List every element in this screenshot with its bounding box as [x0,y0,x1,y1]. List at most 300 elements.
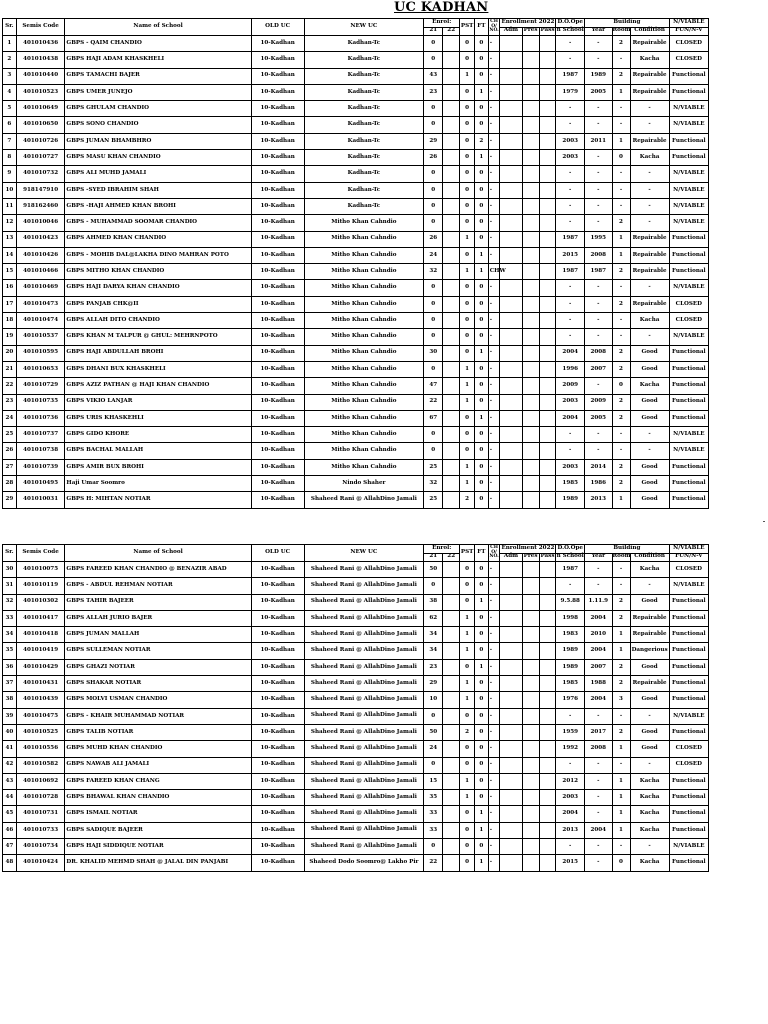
cell-doope: 1987 [556,68,585,84]
cell-room: - [612,578,630,594]
cell-pres [522,313,539,329]
cell-ch: - [488,247,500,263]
cell-pst: 0 [460,708,475,724]
cell-status: Functional [669,659,708,675]
table-body [3,36,709,509]
cell-condition: Kacha [630,773,669,789]
cell-adm [500,659,522,675]
cell-adm [500,443,522,459]
cell-year: 2004 [585,643,613,659]
cell-pst: 0 [460,296,475,312]
cell-old-uc: 10-Kadhan [251,476,304,492]
cell-doope: - [556,443,585,459]
cell-year: - [585,166,613,182]
cell-status: Functional [669,610,708,626]
cell-enrol-21: 0 [424,52,443,68]
cell-year: 2010 [585,627,613,643]
header-enrol: Enrol: [424,19,460,28]
cell-pass [539,562,556,578]
cell-ft: 1 [474,855,488,871]
cell-condition: Good [630,741,669,757]
cell-ft: 0 [474,724,488,740]
cell-enrol-22 [443,133,460,149]
cell-year: - [585,313,613,329]
cell-old-uc: 10-Kadhan [251,594,304,610]
cell-status: Functional [669,724,708,740]
cell-status: Functional [669,378,708,394]
header-old-uc: OLD UC [251,545,304,562]
cell-ft: 1 [474,659,488,675]
cell-ft: 0 [474,36,488,52]
cell-status: Functional [669,476,708,492]
cell-ft: 0 [474,562,488,578]
table-row [3,182,709,198]
cell-doope: - [556,36,585,52]
cell-pass [539,594,556,610]
cell-ch: - [488,215,500,231]
cell-enrol-22 [443,231,460,247]
cell-status: Functional [669,84,708,100]
cell-sr: 11 [3,198,17,214]
cell-year: - [585,150,613,166]
cell-status: Functional [669,133,708,149]
table-row [3,492,709,508]
cell-ch: CHW [488,264,500,280]
cell-room: - [612,117,630,133]
cell-old-uc: 10-Kadhan [251,757,304,773]
cell-year: 2009 [585,394,613,410]
cell-enrol-21: 0 [424,708,443,724]
cell-room: - [612,52,630,68]
cell-enrol-21: 0 [424,198,443,214]
cell-enrol-22 [443,659,460,675]
cell-doope: 2003 [556,394,585,410]
cell-enrol-21: 10 [424,692,443,708]
cell-condition: - [630,198,669,214]
cell-room: - [612,427,630,443]
cell-doope: - [556,52,585,68]
cell-pres [522,627,539,643]
cell-old-uc: 10-Kadhan [251,427,304,443]
cell-condition: - [630,101,669,117]
cell-new-uc: Shaheed Rani @ AllahDino Jamali [304,659,424,675]
cell-room: 0 [612,855,630,871]
cell-old-uc: 10-Kadhan [251,627,304,643]
cell-enrol-21: 15 [424,773,443,789]
cell-condition: Good [630,594,669,610]
cell-semis-code: 401010046 [16,215,65,231]
cell-old-uc: 10-Kadhan [251,264,304,280]
cell-old-uc: 10-Kadhan [251,643,304,659]
cell-sr: 17 [3,296,17,312]
cell-year: 1995 [585,231,613,247]
cell-enrol-21: 0 [424,117,443,133]
cell-new-uc: Shaheed Rani @ AllahDino Jamali [304,773,424,789]
cell-doope: - [556,296,585,312]
cell-status: N/VIABLE [669,708,708,724]
cell-ft: 0 [474,280,488,296]
cell-sr: 4 [3,84,17,100]
cell-sr: 47 [3,839,17,855]
cell-ch: - [488,741,500,757]
cell-pst: 1 [460,610,475,626]
header-nviable: N/VIABLE [669,19,708,28]
cell-adm [500,724,522,740]
cell-semis-code: 401010727 [16,150,65,166]
cell-pres [522,741,539,757]
cell-adm [500,773,522,789]
cell-adm [500,643,522,659]
cell-pass [539,166,556,182]
cell-ft: 0 [474,492,488,508]
cell-status: N/VIABLE [669,198,708,214]
header-doope: D.O.Ope [556,545,585,554]
cell-ft: 1 [474,594,488,610]
cell-pass [539,659,556,675]
cell-enrol-21: 0 [424,329,443,345]
cell-adm [500,378,522,394]
cell-old-uc: 10-Kadhan [251,117,304,133]
cell-ch: - [488,361,500,377]
cell-school-name: GBPS BHAWAL KHAN CHANDIO [65,790,251,806]
cell-pass [539,68,556,84]
header-new-uc: NEW UC [304,19,424,36]
header-old-uc: OLD UC [251,19,304,36]
cell-semis-code: 401010418 [16,627,65,643]
cell-condition: - [630,166,669,182]
cell-enrol-21: 0 [424,280,443,296]
cell-ft: 0 [474,839,488,855]
cell-ch: - [488,313,500,329]
cell-enrol-22 [443,578,460,594]
header-enrol-21: 21 [424,27,443,36]
cell-semis-code: 401010737 [16,427,65,443]
cell-pres [522,839,539,855]
cell-old-uc: 10-Kadhan [251,101,304,117]
cell-semis-code: 401010738 [16,443,65,459]
cell-pst: 1 [460,68,475,84]
cell-year: - [585,52,613,68]
cell-doope: - [556,198,585,214]
cell-ft: 1 [474,822,488,838]
cell-status: CLOSED [669,313,708,329]
cell-sr: 40 [3,724,17,740]
table-row [3,773,709,789]
cell-semis-code: 401010728 [16,790,65,806]
cell-sr: 27 [3,459,17,475]
cell-condition: - [630,839,669,855]
table-row [3,578,709,594]
cell-status: Functional [669,410,708,426]
cell-condition: Repairable [630,133,669,149]
cell-semis-code: 401010525 [16,724,65,740]
cell-year: 1986 [585,476,613,492]
header-room: Room [612,27,630,36]
cell-old-uc: 10-Kadhan [251,443,304,459]
cell-pass [539,839,556,855]
cell-ft: 1 [474,150,488,166]
cell-school-name: GBPS ALLAH DITO CHANDIO [65,313,251,329]
cell-doope: 9.5.88 [556,594,585,610]
cell-pst: 0 [460,101,475,117]
cell-adm [500,231,522,247]
cell-school-name: GBPS SULLEMAN NOTIAR [65,643,251,659]
cell-doope: - [556,166,585,182]
cell-new-uc: Kadhan-Tc [304,36,424,52]
cell-old-uc: 10-Kadhan [251,166,304,182]
cell-condition: Good [630,394,669,410]
cell-pres [522,231,539,247]
cell-ch: - [488,822,500,838]
cell-condition: - [630,280,669,296]
cell-ch: - [488,198,500,214]
cell-pass [539,676,556,692]
cell-ft: 0 [474,773,488,789]
cell-school-name: GBPS TAHIR BAJEER [65,594,251,610]
cell-semis-code: 918162460 [16,198,65,214]
cell-pst: 0 [460,757,475,773]
cell-ft: 0 [474,68,488,84]
cell-status: N/VIABLE [669,839,708,855]
cell-condition: - [630,182,669,198]
cell-old-uc: 10-Kadhan [251,133,304,149]
cell-pass [539,627,556,643]
cell-sr: 18 [3,313,17,329]
header-sr: Sr. [3,545,17,562]
cell-enrol-21: 50 [424,562,443,578]
cell-school-name: GBPS TAMACHI BAJER [65,68,251,84]
cell-pres [522,773,539,789]
cell-new-uc: Mitho Khan Cahndio [304,280,424,296]
table-row [3,643,709,659]
cell-new-uc: Shaheed Rani @ AllahDino Jamali [304,822,424,838]
cell-sr: 20 [3,345,17,361]
cell-sr: 36 [3,659,17,675]
cell-old-uc: 10-Kadhan [251,52,304,68]
cell-pres [522,394,539,410]
cell-status: Functional [669,150,708,166]
cell-new-uc: Kadhan-Tc [304,150,424,166]
cell-pass [539,361,556,377]
cell-condition: Kacha [630,562,669,578]
cell-semis-code: 401010735 [16,394,65,410]
cell-enrol-21: 25 [424,459,443,475]
cell-enrol-21: 0 [424,36,443,52]
cell-doope: 1979 [556,84,585,100]
cell-pst: 0 [460,345,475,361]
cell-adm [500,562,522,578]
header-doope-2: n School [556,27,585,36]
cell-pass [539,36,556,52]
cell-room: - [612,182,630,198]
cell-year: - [585,182,613,198]
cell-pst: 0 [460,52,475,68]
cell-pass [539,773,556,789]
cell-sr: 12 [3,215,17,231]
cell-school-name: GBPS HAJI SIDDIQUE NOTIAR [65,839,251,855]
cell-year: - [585,806,613,822]
cell-pres [522,492,539,508]
cell-pres [522,133,539,149]
cell-sr: 33 [3,610,17,626]
header-building: Building [585,19,670,28]
cell-pass [539,855,556,871]
cell-condition: - [630,578,669,594]
cell-enrol-22 [443,676,460,692]
cell-adm [500,117,522,133]
cell-pass [539,345,556,361]
cell-pres [522,361,539,377]
cell-status: N/VIABLE [669,329,708,345]
cell-doope: 1989 [556,659,585,675]
cell-pass [539,476,556,492]
cell-old-uc: 10-Kadhan [251,68,304,84]
cell-school-name: GBPS ALLAH JURIO BAJER [65,610,251,626]
cell-school-name: GBPS - QAIM CHANDIO [65,36,251,52]
cell-room: 2 [612,68,630,84]
cell-old-uc: 10-Kadhan [251,247,304,263]
cell-ch: - [488,443,500,459]
cell-condition: Kacha [630,378,669,394]
cell-year: - [585,578,613,594]
cell-ch: - [488,84,500,100]
table-header [3,545,709,562]
cell-school-name: GBPS JUMAN MALLAH [65,627,251,643]
cell-condition: Kacha [630,822,669,838]
cell-status: Functional [669,247,708,263]
cell-new-uc: Kadhan-Tc [304,52,424,68]
cell-school-name: GBPS ISMAIL NOTIAR [65,806,251,822]
table-row [3,52,709,68]
cell-new-uc: Nindo Shaher [304,476,424,492]
cell-status: Functional [669,459,708,475]
cell-semis-code: 401010731 [16,806,65,822]
cell-school-name: GBPS UMER JUNEJO [65,84,251,100]
cell-ch: - [488,329,500,345]
cell-enrol-22 [443,215,460,231]
cell-ch: - [488,68,500,84]
cell-school-name: GBPS ALI MUHD JAMALI [65,166,251,182]
cell-pst: 0 [460,198,475,214]
cell-pres [522,378,539,394]
cell-ft: 1 [474,84,488,100]
cell-adm [500,52,522,68]
cell-pst: 0 [460,117,475,133]
cell-ft: 0 [474,361,488,377]
cell-ft: 2 [474,133,488,149]
cell-semis-code: 401010474 [16,313,65,329]
cell-enrol-21: 67 [424,410,443,426]
cell-doope: - [556,329,585,345]
cell-pst: 0 [460,36,475,52]
cell-adm [500,676,522,692]
cell-semis-code: 401010739 [16,459,65,475]
table-row [3,231,709,247]
cell-enrol-21: 0 [424,182,443,198]
cell-school-name: GBPS - ABDUL REHMAN NOTIAR [65,578,251,594]
cell-semis-code: 401010582 [16,757,65,773]
cell-room: 2 [612,215,630,231]
cell-pst: 0 [460,150,475,166]
cell-old-uc: 10-Kadhan [251,280,304,296]
table-row [3,594,709,610]
cell-status: Functional [669,492,708,508]
cell-ft: 1 [474,806,488,822]
cell-school-name: GBPS NAWAB ALI JAMALI [65,757,251,773]
cell-enrol-21: 26 [424,150,443,166]
cell-sr: 44 [3,790,17,806]
cell-status: Functional [669,806,708,822]
table-row [3,247,709,263]
cell-ft: 0 [474,476,488,492]
cell-condition: Kacha [630,52,669,68]
cell-semis-code: 401010466 [16,264,65,280]
cell-new-uc: Mitho Khan Cahndio [304,378,424,394]
cell-ch: - [488,231,500,247]
cell-new-uc: Shaheed Rani @ AllahDino Jamali [304,492,424,508]
table-row [3,806,709,822]
cell-enrol-22 [443,378,460,394]
cell-school-name: GBPS SONO CHANDIO [65,117,251,133]
cell-semis-code: 401010733 [16,822,65,838]
cell-room: 0 [612,150,630,166]
cell-doope: - [556,839,585,855]
cell-status: N/VIABLE [669,117,708,133]
cell-sr: 1 [3,36,17,52]
table-row [3,345,709,361]
cell-pst: 1 [460,378,475,394]
cell-pres [522,427,539,443]
cell-year: - [585,378,613,394]
table-row [3,150,709,166]
cell-ft: 0 [474,578,488,594]
cell-school-name: GBPS BACHAL MALLAH [65,443,251,459]
cell-ft: 0 [474,166,488,182]
cell-condition: Good [630,345,669,361]
cell-old-uc: 10-Kadhan [251,724,304,740]
cell-enrol-21: 43 [424,68,443,84]
cell-adm [500,741,522,757]
cell-new-uc: Kadhan-Tc [304,133,424,149]
header-doope: D.O.Ope [556,19,585,28]
cell-doope: 2003 [556,790,585,806]
cell-enrol-21: 33 [424,806,443,822]
cell-old-uc: 10-Kadhan [251,659,304,675]
cell-room: - [612,101,630,117]
cell-ch: - [488,676,500,692]
cell-condition: Repairable [630,84,669,100]
cell-semis-code: 918147910 [16,182,65,198]
cell-enrol-21: 30 [424,345,443,361]
header-condition: Condition [630,27,669,36]
cell-ch: - [488,708,500,724]
cell-ft: 1 [474,345,488,361]
cell-pass [539,264,556,280]
table-row [3,133,709,149]
cell-condition: Good [630,492,669,508]
header-ft: FT [474,19,488,36]
cell-sr: 45 [3,806,17,822]
cell-pst: 0 [460,741,475,757]
cell-adm [500,345,522,361]
cell-doope: 2015 [556,247,585,263]
cell-doope: 2012 [556,773,585,789]
cell-sr: 42 [3,757,17,773]
cell-doope: 2004 [556,345,585,361]
cell-year: - [585,773,613,789]
cell-sr: 43 [3,773,17,789]
cell-doope: 1983 [556,627,585,643]
